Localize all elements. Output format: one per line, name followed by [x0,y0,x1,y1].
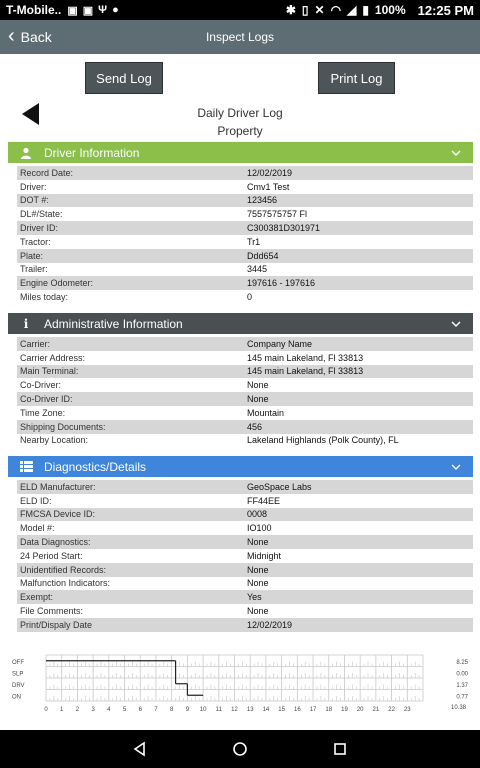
duty-status-graph [8,652,473,722]
hour-label: 13 [246,707,254,713]
row-value: None [247,564,269,575]
row-label: Carrier Address: [20,352,86,363]
row-value: 456 [247,421,263,432]
info-row [17,351,473,365]
hour-label: 16 [293,707,301,713]
row-value: 0 [247,292,253,303]
row-value: 0008 [247,509,268,520]
info-row [17,420,473,434]
list-icon [8,461,44,472]
info-row [17,235,473,249]
info-row [17,508,473,522]
status-label: DRV [12,682,25,689]
info-row [17,406,473,420]
row-value: FF44EE [247,495,281,506]
row-value: 7557575757 Fl [247,209,308,220]
row-label: Time Zone: [20,407,66,418]
info-row [17,276,473,290]
hour-label: 23 [403,707,411,713]
row-value: Cmv1 Test [247,181,290,192]
inspect-logs-content [0,54,480,730]
carrier-name: T-Mobile.. [6,3,62,17]
hour-label: 8 [169,707,174,713]
back-button[interactable] [0,25,52,47]
info-row [17,590,473,604]
row-label: 24 Period Start: [20,550,83,561]
row-label: Model #: [20,523,55,534]
row-label: Unidentified Records: [20,564,107,575]
row-value: Yes [247,592,262,603]
row-value: Lakeland Highlands (Polk County), FL [247,435,399,446]
row-label: Driver: [20,181,47,192]
row-label: Shipping Documents: [20,421,106,432]
status-total: 0.00 [456,671,468,678]
info-row [17,494,473,508]
back-label: Back [20,29,52,45]
hour-label: 5 [122,707,127,713]
info-row [17,249,473,263]
status-total: 8.25 [456,659,468,666]
clock: 12:25 PM [417,2,474,18]
row-value: Midnight [247,550,282,561]
info-row [17,618,473,632]
row-value: None [247,394,269,405]
send-log-button[interactable]: Send Log [85,62,163,94]
info-row [17,365,473,379]
chevron-down-icon [451,461,461,473]
nav-back-button[interactable] [125,734,155,764]
row-value: None [247,578,269,589]
hour-label: 2 [75,707,80,713]
row-label: Engine Odometer: [20,278,94,289]
square-recents-icon [333,742,347,756]
row-value: Mountain [247,407,285,418]
battery-icon: ▮ [362,3,369,17]
log-title: Daily Driver Log [197,106,283,120]
hour-label: 20 [356,707,364,713]
section-title: Diagnostics/Details [44,459,147,474]
print-log-button[interactable]: Print Log [318,62,395,94]
hour-label: 4 [107,707,111,713]
nav-recents-button[interactable] [325,734,355,764]
info-row [17,392,473,406]
info-row [17,180,473,194]
row-label: FMCSA Device ID: [20,509,96,520]
hour-label: 19 [341,707,348,713]
usb-icon: Ψ [98,4,108,16]
driver-information-header[interactable] [8,142,473,163]
row-value: 3445 [247,264,268,275]
info-row [17,549,473,563]
status-label: OFF [12,659,24,666]
info-row [17,221,473,235]
row-value: 197616 - 197616 [247,278,316,289]
battery-percent: 100% [374,3,406,17]
circle-home-icon [232,741,248,757]
row-label: File Comments: [20,606,84,617]
hour-label: 22 [388,707,395,713]
info-icon: i [23,316,29,331]
row-label: ELD Manufacturer: [20,481,96,492]
status-label: ON [12,694,21,701]
hour-label: 14 [262,707,270,713]
section-title: Administrative Information [44,316,183,331]
vibrate-icon: ▯ [301,3,309,17]
info-row [17,166,473,180]
row-value: None [247,537,269,548]
nav-home-button[interactable] [225,734,255,764]
hour-label: 11 [215,707,222,713]
diagnostics-details-header[interactable] [8,456,473,477]
info-row [17,207,473,221]
status-bar [0,0,480,20]
app-bar [0,20,480,54]
row-value: C300381D301971 [247,223,321,234]
status-total: 0.77 [456,694,468,701]
section-title: Driver Information [44,145,140,160]
row-label: Exempt: [20,592,54,603]
row-value: 145 main Lakeland, Fl 33813 [247,352,364,363]
row-label: Nearby Location: [20,435,89,446]
hour-label: 6 [138,707,142,713]
system-navigation-bar [0,730,480,768]
hour-label: 17 [309,707,317,713]
row-label: Co-Driver ID: [20,394,73,405]
row-value: 145 main Lakeland, Fl 33813 [247,366,364,377]
hour-label: 1 [60,707,64,713]
row-label: DOT #: [20,195,49,206]
administrative-information-rows [17,337,473,447]
hour-label: 7 [154,707,158,713]
hour-label: 9 [185,707,190,713]
row-value: GeoSpace Labs [247,481,312,492]
row-label: Co-Driver: [20,380,62,391]
row-value: Ddd654 [247,250,279,261]
row-label: Main Terminal: [20,366,79,377]
row-value: None [247,380,269,391]
image-notification-icon: ▣ [67,4,78,17]
hour-label: 21 [372,707,380,713]
row-label: Data Diagnostics: [20,537,91,548]
row-value: None [247,606,269,617]
status-label: SLP [12,671,24,678]
row-label: Miles today: [20,292,69,303]
row-value: IO100 [247,523,272,534]
row-value: Company Name [247,338,313,349]
triangle-back-icon [132,741,148,757]
row-label: Print/Dispaly Date [20,619,93,630]
info-row [17,337,473,351]
chevron-left-icon: ‹ [8,25,15,47]
notification-icons [67,4,118,17]
signal-icon: ◢ [347,3,357,17]
info-row [17,535,473,549]
row-label: Record Date: [20,167,74,178]
info-row [17,263,473,277]
info-row [17,194,473,208]
user-icon [8,147,44,159]
info-row [17,563,473,577]
row-label: Trailer: [20,264,48,275]
diagnostics-details-rows [17,480,473,632]
row-label: DL#/State: [20,209,63,220]
driver-information-rows [17,166,473,304]
mute-icon: ✕ [314,3,325,17]
info-row [17,577,473,591]
log-subtitle: Property [217,124,263,138]
chevron-down-icon [451,318,461,330]
row-value: 12/02/2019 [247,619,293,630]
total-hours: 10.38 [450,705,466,711]
hour-label: 3 [91,707,95,713]
image-notification-icon: ▣ [82,4,94,17]
android-icon: ● [112,4,119,16]
info-row [17,521,473,535]
hour-label: 10 [199,707,207,713]
row-label: ELD ID: [20,495,52,506]
info-row [17,290,473,304]
page-title: Inspect Logs [205,30,275,44]
row-label: Tractor: [20,236,51,247]
row-label: Malfunction Indicators: [20,578,111,589]
info-row [17,434,473,448]
info-row [17,604,473,618]
hour-label: 15 [278,707,285,713]
row-value: 123456 [247,195,278,206]
system-icons [286,3,474,18]
row-label: Carrier: [20,338,51,349]
hour-label: 12 [231,707,238,713]
administrative-information-header[interactable] [8,313,473,334]
row-value: Tr1 [247,236,261,247]
wifi-icon: ◠ [330,3,342,17]
row-value: 12/02/2019 [247,167,293,178]
hour-label: 18 [325,707,333,713]
status-total: 1.37 [456,682,468,689]
row-label: Plate: [20,250,44,261]
chevron-down-icon [451,147,461,159]
info-row [17,378,473,392]
bluetooth-icon: ✱ [285,3,296,17]
hour-label: 0 [44,707,48,713]
row-label: Driver ID: [20,223,58,234]
info-row [17,480,473,494]
